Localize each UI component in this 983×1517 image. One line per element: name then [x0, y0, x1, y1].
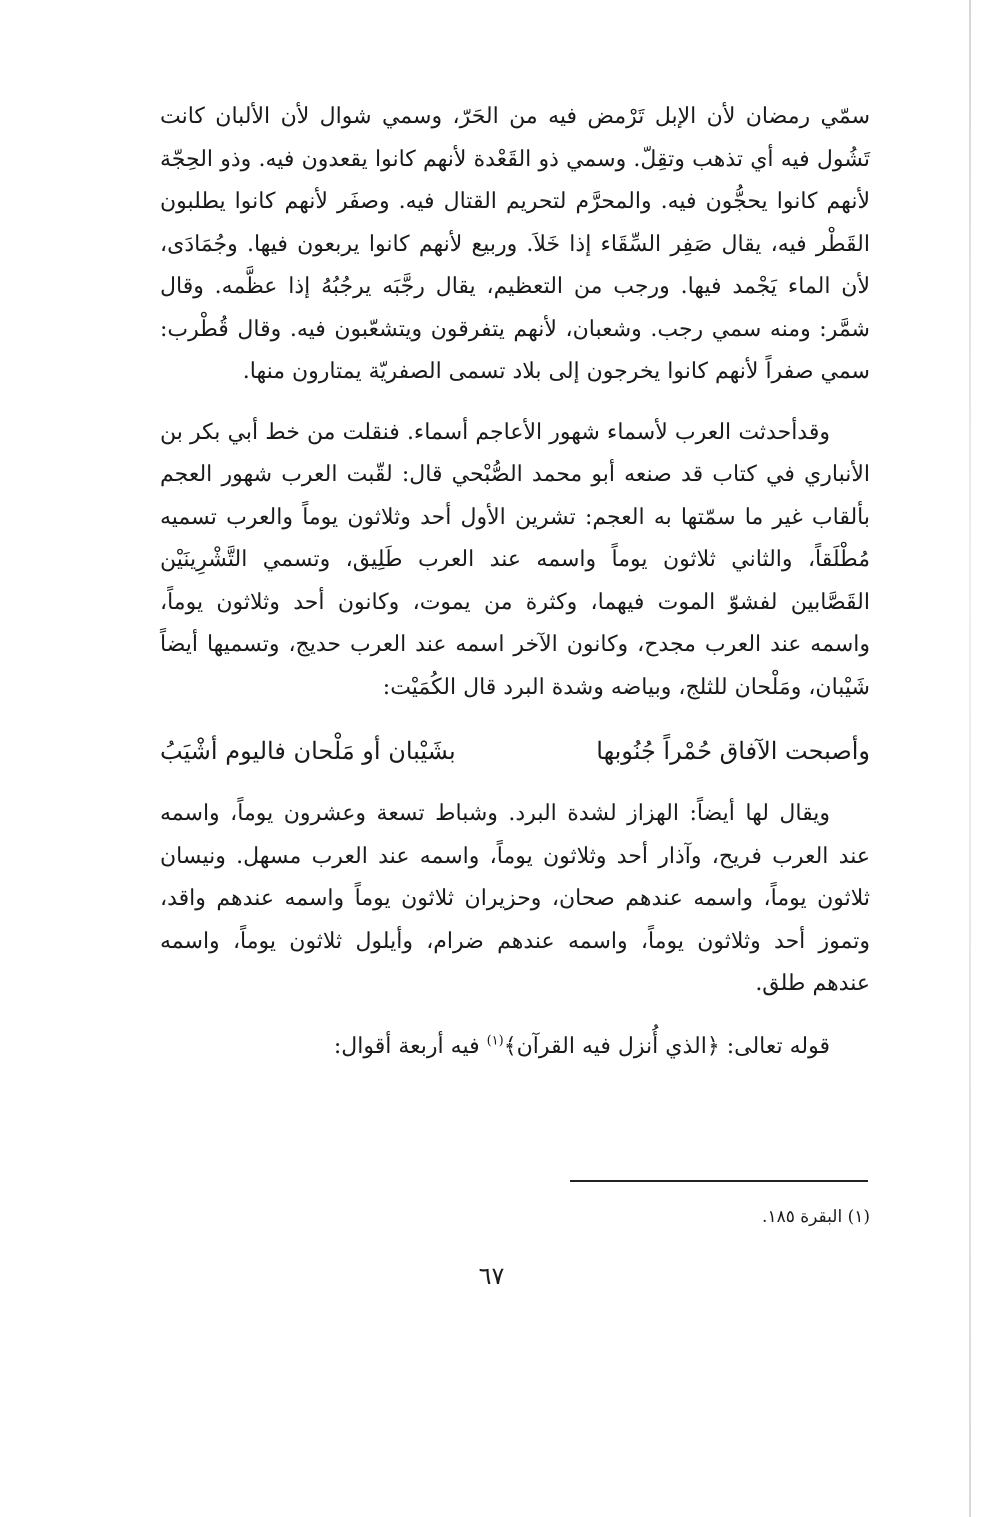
- verse-second-hemistich: بشَيْبان أو مَلْحان فاليوم أشْيَبُ: [160, 737, 456, 765]
- paragraph-month-names: سمّي رمضان لأن الإبل تَرْمض فيه من الحَرّ، وسمي شوال لأن الألبان كانت تَشُول فيه أي تذهب وتقِلّ. وسمي ذو القَعْدة لأنهم كانوا يقعدون فيه. وذو الحِجّة لأنهم كانوا يحجُّون فيه. والمحرَّم لتحريم القتال فيه. وصفَر لأنهم كانوا يطلبون القَطْر فيه، يقال صَفِر السِّقَاء إذا خَلاَ. وربيع لأنهم كانوا يربعون فيها. وجُمَادَى، لأن الماء يَجْمد فيها. ورجب من التعظيم، يقال رجَّبَه يرجُبُهُ إذا عظَّمه. وقال شمَّر: ومنه سمي رجب. وشعبان، لأنهم يتفرقون ويتشعّبون فيه. وقال قُطْرب: سمي صفراً لأنهم كانوا يخرجون إلى بلاد تسمى الصفريّة يمتارون منها.: [160, 104, 870, 384]
- quran-quote-line: [160, 1026, 870, 1069]
- quran-quote-tail: فيه أربعة أقوال:: [333, 1033, 487, 1059]
- page-number: ٦٧: [478, 1262, 505, 1290]
- quran-quote-text: قوله تعالى: ﴿الذي أُنزل فيه القرآن﴾: [503, 1033, 830, 1059]
- poetry-verse: [160, 731, 870, 771]
- page-body: [160, 96, 870, 1068]
- verse-first-hemistich: وأصبحت الآفاق حُمْراً جُنُوبها: [596, 737, 870, 765]
- footnote-divider: [570, 1180, 868, 1182]
- paragraph-remaining-months: ويقال لها أيضاً: الهزاز لشدة البرد. وشباط تسعة وعشرون يوماً، واسمه عند العرب فريح، وآذار أحد وثلاثون يوماً، واسمه عند العرب مسهل. ونيسان ثلاثون يوماً، واسمه عندهم صحان، وحزيران ثلاثون يوماً واسمه عندهم واقد، وتموز أحد وثلاثون يوماً، واسمه عندهم ضرام، وأيلول ثلاثون يوماً، واسمه عندهم طلق.: [160, 801, 870, 996]
- footnote: (١) البقرة ١٨٥.: [762, 1207, 870, 1227]
- footnote-marker: (١): [486, 1033, 504, 1049]
- paragraph-persian-months: وقدأحدثت العرب لأسماء شهور الأعاجم أسماء. فنقلت من خط أبي بكر بن الأنباري في كتاب قد صنعه أبو محمد الصُّبْحي قال: لقّبت العرب شهور العجم بألقاب غير ما سمّتها به العجم: تشرين الأول أحد وثلاثون يوماً والعرب تسميه مُطْلَقاً، والثاني ثلاثون يوماً واسمه عند العرب طَلِيق، وتسمي التَّشْرِينَيْن القَصَّابين لفشوّ الموت فيهما، وكثرة من يموت، وكانون أحد وثلاثون يوماً، واسمه عند العرب مجدح، وكانون الآخر اسمه عند العرب حديج، وتسميها أيضاً شَيْبان، ومَلْحان للثلج، وبياضه وشدة البرد قال الكُمَيْت:: [160, 419, 870, 700]
